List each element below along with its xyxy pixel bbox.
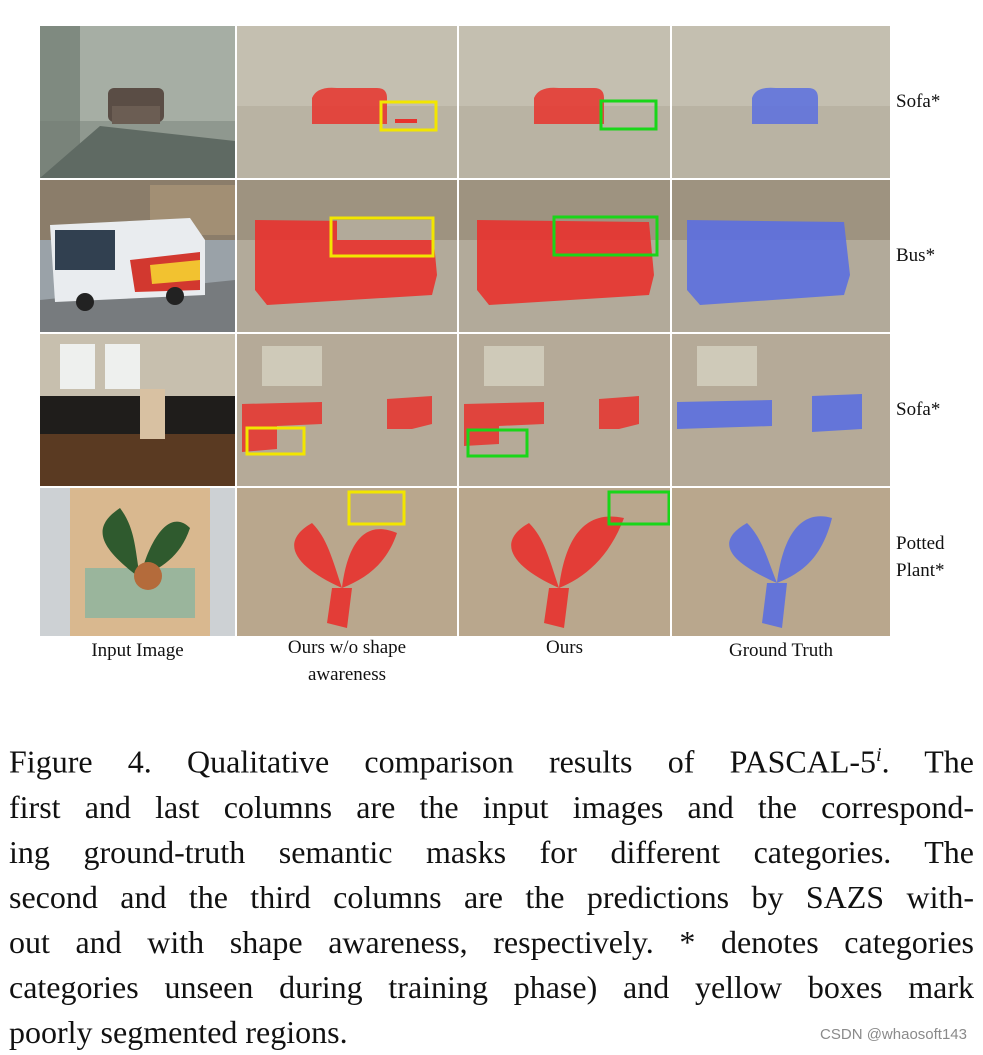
row2-pred-ours — [459, 180, 670, 332]
plant-prediction-mask — [237, 488, 457, 636]
row-label-4-line1: Potted — [896, 533, 945, 554]
bus-prediction-mask — [459, 180, 670, 332]
row2-input-image — [40, 180, 235, 332]
row4-pred-no-shape — [237, 488, 457, 636]
row-label-1: Sofa* — [896, 91, 941, 112]
caption-line-2: first and last columns are the input images and the correspond- — [9, 788, 974, 825]
living-room-scene-image — [40, 334, 235, 486]
caption-line-7: poorly segmented regions. — [9, 1013, 348, 1050]
sofa-prediction-mask — [237, 334, 457, 486]
bus-scene-image — [40, 180, 235, 332]
bus-prediction-mask — [237, 180, 457, 332]
column-label-ours: Ours — [546, 637, 583, 658]
caption-line-4: second and the third columns are the predictions by SAZS with- — [9, 878, 974, 915]
column-label-input: Input Image — [91, 640, 184, 661]
caption-line-1-text: Figure 4. Qualitative comparison results of PASCAL-5 — [9, 743, 877, 780]
row-label-3: Sofa* — [896, 399, 941, 420]
row4-pred-ours — [459, 488, 670, 636]
caption-line-6: categories unseen during training phase) and yellow boxes mark — [9, 968, 974, 1005]
column-label-no-shape-line1: Ours w/o shape — [287, 637, 407, 658]
row2-pred-no-shape — [237, 180, 457, 332]
sofa-prediction-mask — [459, 26, 670, 178]
watermark: CSDN @whaosoft143 — [820, 1026, 967, 1043]
sofa-prediction-mask — [459, 334, 670, 486]
column-label-no-shape-line2: awareness — [307, 664, 387, 685]
sofa-scene-image — [40, 26, 235, 178]
row1-input-image — [40, 26, 235, 178]
row-label-4-line2: Plant* — [896, 560, 945, 581]
row1-pred-no-shape — [237, 26, 457, 178]
row3-input-image — [40, 334, 235, 486]
row-label-4 — [896, 530, 945, 584]
column-label-no-shape — [237, 634, 457, 688]
bus-ground-truth-mask — [672, 180, 890, 332]
row4-input-image — [40, 488, 235, 636]
row-label-2: Bus* — [896, 245, 936, 266]
caption-line-3: ing ground-truth semantic masks for different categories. The — [9, 833, 974, 870]
sofa-prediction-mask — [237, 26, 457, 178]
sofa-ground-truth-mask — [672, 26, 890, 178]
row2-ground-truth — [672, 180, 890, 332]
caption-line-1-tail: . The — [881, 743, 975, 780]
column-label-ground-truth: Ground Truth — [729, 640, 833, 661]
potted-plant-scene-image — [40, 488, 235, 636]
caption-superscript: i — [876, 744, 882, 766]
row3-ground-truth — [672, 334, 890, 486]
row1-pred-ours — [459, 26, 670, 178]
row4-ground-truth — [672, 488, 890, 636]
row3-pred-ours — [459, 334, 670, 486]
caption-line-1 — [9, 733, 974, 785]
sofa-ground-truth-mask — [672, 334, 890, 486]
caption-line-5: out and with shape awareness, respectively. * denotes categories — [9, 923, 974, 960]
figure-caption — [9, 733, 974, 1055]
row1-ground-truth — [672, 26, 890, 178]
plant-ground-truth-mask — [672, 488, 890, 636]
plant-prediction-mask — [459, 488, 670, 636]
row3-pred-no-shape — [237, 334, 457, 486]
qualitative-figure-grid — [40, 26, 890, 636]
